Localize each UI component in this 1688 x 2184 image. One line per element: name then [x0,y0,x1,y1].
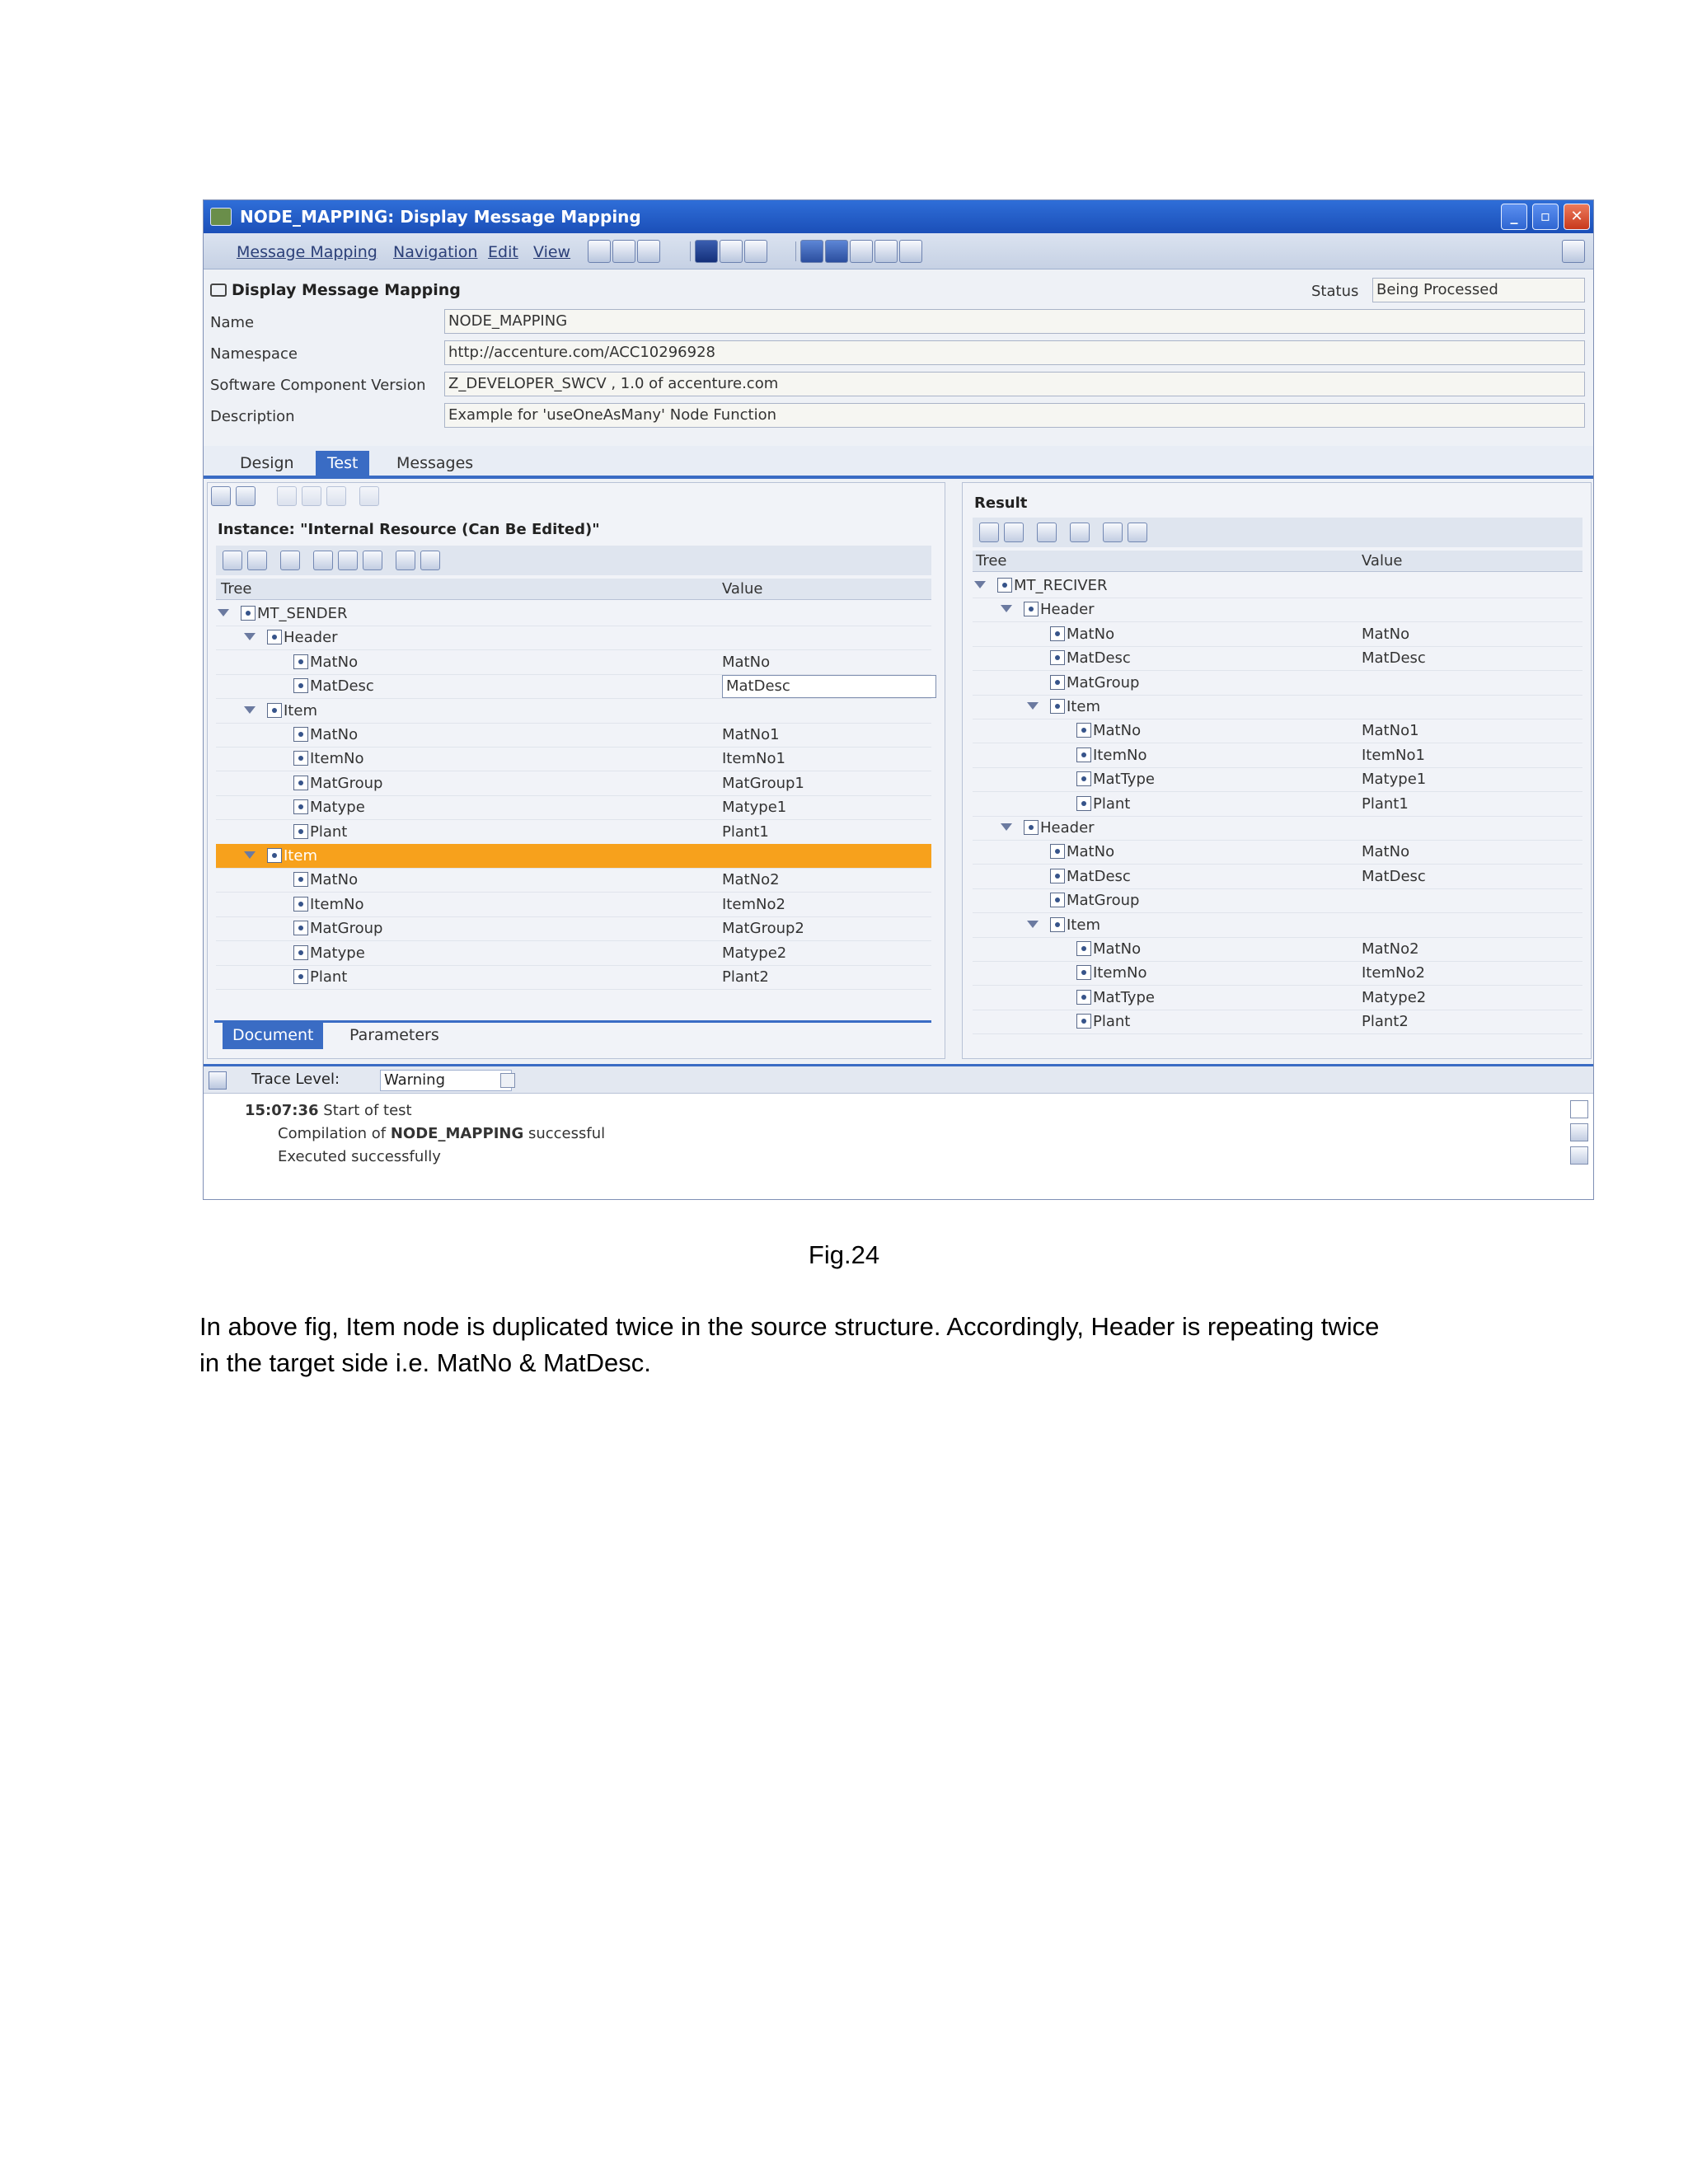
node-icon [293,897,308,912]
tree-row[interactable] [973,986,1582,1010]
node-label: Plant [1093,1013,1131,1031]
subtab-parameters[interactable]: Parameters [349,1026,439,1044]
tree-row[interactable] [973,598,1582,622]
tree-row[interactable] [973,695,1582,719]
node-icon [267,703,282,718]
node-icon [267,630,282,644]
expand-triangle-icon[interactable] [1027,702,1039,710]
node-label: MatDesc [1067,867,1131,885]
tree-row[interactable] [216,965,931,990]
node-label: MatType [1093,771,1155,789]
result-tree-toolbar [973,518,1582,547]
tree-row[interactable] [973,888,1582,913]
tree-row[interactable] [216,602,931,626]
log-compile-prefix: Compilation of [278,1125,391,1142]
node-label: Item [1067,698,1100,715]
node-value: ItemNo2 [1362,964,1425,982]
delete-icon[interactable] [326,486,346,506]
node-icon [1076,990,1091,1005]
tab-design[interactable]: Design [240,454,294,472]
node-label: MatGroup [1067,673,1140,691]
source-instance-pane [207,482,945,1059]
node-value: MatGroup1 [722,774,804,792]
node-label: Item [284,701,317,719]
save-icon[interactable] [302,486,321,506]
node-value: Plant1 [722,823,769,841]
node-label: Plant [310,968,348,986]
node-icon [293,921,308,935]
node-label: Matype [310,799,365,817]
close-button[interactable]: ✕ [1564,204,1590,230]
object-icon[interactable] [720,240,743,263]
tree-row[interactable] [216,868,931,893]
node-icon [241,606,256,621]
key-icon[interactable] [236,486,256,506]
node-icon [1076,771,1091,786]
tree-row[interactable] [973,719,1582,743]
trace-toolbar [204,1064,1593,1094]
node-icon [1076,1014,1091,1029]
minimize-button[interactable]: _ [1501,204,1527,230]
swcv-label: Software Component Version [210,377,426,394]
description-label: Description [210,408,295,425]
node-label: MT_RECIVER [1014,577,1108,594]
node-label: Header [1040,819,1095,837]
log-compile-object: NODE_MAPPING [390,1125,524,1142]
tree-row[interactable] [216,674,931,699]
node-icon [293,872,308,887]
tree-row[interactable] [216,723,931,748]
message-mapping-window [203,199,1594,1200]
status-label: Status [1311,283,1359,300]
tree-row[interactable] [973,622,1582,647]
menu-edit[interactable]: Edit [488,243,518,261]
tree-row[interactable] [973,792,1582,817]
log-time: 15:07:36 [245,1102,319,1119]
menu-toolbar [204,233,1593,269]
node-icon [293,824,308,839]
trace-level-select[interactable]: Warning [380,1070,512,1091]
node-label: MatDesc [310,677,374,696]
cut-icon[interactable] [277,486,297,506]
back-arrow-icon[interactable] [800,240,823,263]
node-label: MatNo [310,871,359,889]
node-value: MatNo1 [1362,722,1419,740]
paragraph-line-2: in the target side i.e. MatNo & MatDesc. [199,1348,651,1377]
source-view-icon[interactable] [247,551,267,570]
node-icon [293,678,308,693]
name-field: NODE_MAPPING [444,309,1585,334]
find-icon[interactable] [1103,523,1123,542]
source-subtabs [214,1020,931,1050]
tree-row[interactable] [973,937,1582,962]
result-col-value: Value [1362,552,1403,569]
app-icon [210,208,232,226]
collapse-icon[interactable] [1037,523,1057,542]
node-value: Matype1 [722,799,787,817]
chevron-down-icon[interactable] [500,1073,515,1088]
node-icon [1076,723,1091,738]
find-icon[interactable] [396,551,415,570]
node-label: ItemNo [1093,964,1147,982]
node-value: MatGroup2 [722,920,804,938]
subtab-document[interactable]: Document [223,1023,323,1049]
node-icon [293,945,308,960]
pin-icon[interactable] [1562,240,1585,263]
node-value: ItemNo2 [722,895,785,913]
node-label: MatNo [1093,940,1142,958]
table-view-icon[interactable] [223,551,242,570]
tree-row[interactable] [216,820,931,845]
node-icon [1050,893,1065,907]
tree-row[interactable] [973,646,1582,671]
node-icon [1024,820,1039,835]
node-label: Plant [1093,794,1131,813]
paragraph-line-1: In above fig, Item node is duplicated twice in the source structure. Accordingly, Header is repeating twice [199,1312,1380,1341]
node-label: Item [1067,916,1100,934]
menu-view[interactable]: View [533,243,571,261]
node-value: MatNo [722,653,771,671]
swcv-field: Z_DEVELOPER_SWCV , 1.0 of accenture.com [444,372,1585,396]
tree-row[interactable] [973,840,1582,865]
node-value: ItemNo1 [722,750,785,768]
expand-triangle-icon[interactable] [1001,605,1012,612]
expand-triangle-icon[interactable] [244,633,256,640]
node-icon [293,776,308,790]
collapse-icon[interactable] [280,551,300,570]
source-tree-toolbar [216,546,931,575]
node-value: Plant1 [1362,794,1409,813]
tree-row[interactable] [216,916,931,941]
node-value: MatNo2 [1362,940,1419,958]
node-icon [293,654,308,669]
node-value: Matype2 [722,944,787,962]
table-view-icon[interactable] [979,523,999,542]
node-value: ItemNo1 [1362,746,1425,764]
node-value: MatDesc [1362,867,1426,885]
load-icon[interactable] [359,486,379,506]
tree-row[interactable] [216,626,931,650]
namespace-field: http://accenture.com/ACC10296928 [444,340,1585,365]
scroll-down-icon[interactable] [1570,1146,1588,1165]
result-pane [962,482,1592,1059]
node-label: MatGroup [310,774,383,792]
result-col-tree: Tree [976,552,1007,569]
tree-row[interactable] [973,816,1582,841]
log-line-start: Start of test [323,1102,412,1119]
node-icon [293,751,308,766]
node-icon [1076,965,1091,980]
node-label: MatNo [1067,625,1115,643]
node-label: MatNo [1093,722,1142,740]
copy-icon[interactable] [637,240,660,263]
node-icon [1050,675,1065,690]
print-icon[interactable] [850,240,873,263]
edit-node-icon[interactable] [363,551,382,570]
settings-icon[interactable] [899,240,922,263]
trace-icon[interactable] [209,1071,227,1090]
tree-row[interactable] [973,961,1582,986]
name-label: Name [210,314,255,331]
add-node-icon[interactable] [1070,523,1090,542]
edit-pencil-icon[interactable] [588,240,611,263]
duplicate-node-icon[interactable] [338,551,358,570]
instance-title: Instance: "Internal Resource (Can Be Edited)" [218,521,600,538]
node-value[interactable]: MatDesc [722,675,936,698]
tree-row[interactable] [973,574,1582,598]
node-icon [1050,650,1065,665]
node-icon [293,969,308,984]
node-label: Header [284,629,338,647]
menu-message-mapping[interactable]: Message Mapping [237,243,377,261]
info-icon[interactable] [695,240,718,263]
tab-test[interactable]: Test [316,451,369,477]
node-label: Item [284,847,317,865]
scroll-thumb[interactable] [1570,1100,1588,1118]
node-icon [293,799,308,814]
node-icon [1050,917,1065,932]
source-view-icon[interactable] [1004,523,1024,542]
figure-caption: Fig.24 [808,1240,880,1269]
result-grid-header [973,551,1582,572]
node-icon [1050,844,1065,859]
node-icon [1076,748,1091,762]
node-icon [1050,626,1065,641]
maximize-button[interactable]: ▫ [1532,204,1559,230]
node-icon [1076,796,1091,811]
node-value: MatNo [1362,843,1410,861]
tree-row[interactable] [216,844,931,869]
status-field: Being Processed [1372,278,1585,302]
hierarchy-icon[interactable] [744,240,767,263]
description-field: Example for 'useOneAsMany' Node Function [444,403,1585,428]
book-icon[interactable] [874,240,898,263]
node-label: ItemNo [310,895,364,913]
tree-row[interactable] [973,671,1582,696]
node-icon [1050,869,1065,883]
node-value: MatNo1 [722,726,780,743]
log-scrollbar[interactable] [1570,1100,1588,1169]
node-label: MatNo [310,726,359,743]
tab-messages[interactable]: Messages [396,454,474,472]
window-title-bar [204,200,1593,233]
node-value: MatNo [1362,625,1410,643]
tree-row[interactable] [973,1010,1582,1034]
node-label: MatGroup [1067,892,1140,910]
node-label: Matype [310,944,365,962]
node-label: Header [1040,601,1095,619]
log-executed: Executed successfully [278,1148,441,1165]
node-value: Plant2 [722,968,769,986]
add-node-icon[interactable] [313,551,333,570]
trace-log [204,1094,1593,1200]
tree-row[interactable] [216,699,931,724]
node-label: MatType [1093,988,1155,1006]
node-label: ItemNo [1093,746,1147,764]
export-icon[interactable] [1128,523,1147,542]
tree-row[interactable] [973,767,1582,792]
expand-triangle-icon[interactable] [218,609,229,616]
check-icon[interactable] [612,240,635,263]
result-title: Result [974,494,1028,512]
tree-row[interactable] [216,795,931,820]
log-compile-suffix: successful [523,1125,606,1142]
tree-row[interactable] [216,941,931,966]
forward-arrow-icon[interactable] [825,240,848,263]
node-value: Plant2 [1362,1013,1409,1031]
node-label: MatDesc [1067,649,1131,668]
lock-icon [210,284,227,297]
expand-triangle-icon[interactable] [244,706,256,714]
tree-row[interactable] [216,771,931,796]
tree-row[interactable] [973,865,1582,889]
node-label: MatNo [1067,843,1115,861]
node-label: MT_SENDER [257,605,348,622]
export-icon[interactable] [420,551,440,570]
namespace-label: Namespace [210,345,298,363]
test-run-icon[interactable] [211,486,231,506]
node-value: MatNo2 [722,871,780,889]
source-col-value: Value [722,580,763,598]
node-icon [1024,602,1039,616]
expand-triangle-icon[interactable] [974,581,986,588]
node-label: MatGroup [310,920,383,938]
source-col-tree: Tree [221,580,252,598]
expand-triangle-icon[interactable] [1027,921,1039,928]
window-title: NODE_MAPPING: Display Message Mapping [240,207,641,227]
tree-row[interactable] [973,743,1582,768]
tree-row[interactable] [216,747,931,771]
node-label: MatNo [310,653,359,671]
section-title: Display Message Mapping [210,281,461,299]
node-value: MatDesc [1362,649,1426,668]
body-paragraph [199,1309,1535,1381]
node-icon [267,848,282,863]
tree-row[interactable] [973,913,1582,938]
menu-navigation[interactable]: Navigation [393,243,478,261]
node-icon [997,578,1012,593]
main-tabs [204,446,1593,479]
tree-row[interactable] [216,893,931,917]
node-label: ItemNo [310,750,364,768]
scroll-up-icon[interactable] [1570,1123,1588,1141]
trace-level-label: Trace Level: [251,1071,340,1088]
source-grid-header [216,579,931,600]
node-label: Plant [310,823,348,841]
expand-triangle-icon[interactable] [244,851,256,859]
node-icon [1076,941,1091,956]
node-value: Matype1 [1362,771,1427,789]
node-value: Matype2 [1362,988,1427,1006]
expand-triangle-icon[interactable] [1001,823,1012,831]
node-icon [293,727,308,742]
tree-row[interactable] [216,650,931,675]
node-icon [1050,699,1065,714]
